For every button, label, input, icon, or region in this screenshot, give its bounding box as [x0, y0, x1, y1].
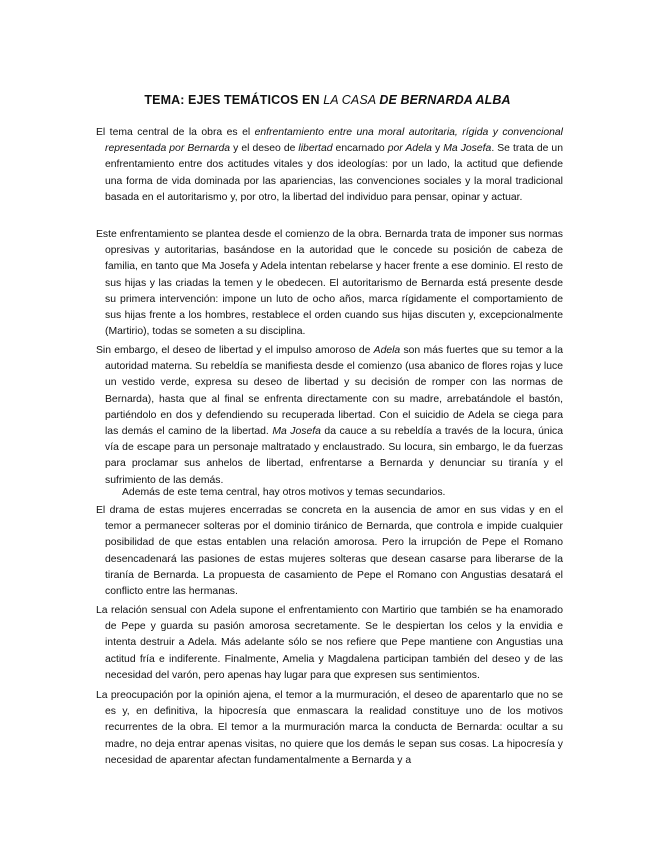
p1-text-a: El tema central de la obra es el	[96, 127, 255, 138]
paragraph-4: Además de este tema central, hay otros motivos y temas secundarios.	[122, 487, 446, 498]
p1-emphasis-h: Ma Josefa	[443, 143, 492, 155]
paragraph-3	[96, 343, 563, 489]
paragraph-2: Este enfrentamiento se plantea desde el comienzo de la obra. Bernarda trata de imponer sus normas opresivas y autoritarias, basándose en la autoridad que le concede su posición de cabeza de familia, en tanto que Ma Josefa y Adela intentan rebelarse y hacer frente a ese dominio. El resto de sus hijas y las criadas la temen y le obedecen. El autoritarismo de Bernarda está presente desde su primera intervención: impone un luto de ocho años, marca rígidamente el comportamiento de sus hijas frente a los hombres, restablece el orden cuando sus hijas discuten y, excepcionalmente (Martirio), todas se someten a su disciplina.	[96, 229, 563, 338]
title-part-3: DE BERNARDA ALBA	[379, 93, 511, 107]
p1-emphasis-f: por Adela	[387, 143, 432, 155]
paragraph-7: La preocupación por la opinión ajena, el temor a la murmuración, el deseo de aparentarlo que no se es y, en definitiva, la hipocresía que enmascara la realidad constituye uno de los motivos recurrentes de la obra. El temor a la murmuración marca la conducta de Bernarda: ocultar a su madre, no deja entrar apenas visitas, no quiere que los demás le sepan sus cosas. La hipocresía y necesidad de aparentar afectan fundamentalmente a Bernarda y a	[96, 690, 563, 766]
p1-text-i: . Se trata de un enfrentamiento entre dos actitudes vitales y dos ideologías: por un lado, la actitud que defiende una forma de vida dominada por las apariencias, las convenciones sociales y la moral tradicional basada en el autoritarismo y, por otro, la libertad del individuo para pensar, opinar y actuar.	[105, 143, 563, 203]
p3-text-e: da cauce a su rebeldía a través de la locura, única vía de escape para un personaje maltratado y enclaustrado. Su locura, sin embargo, le da fuerzas para proclamar sus anhelos de libertad, enfrentarse a Bernarda y denunciar su tiranía y el sufrimiento de las demás.	[105, 426, 563, 486]
p3-text-a: Sin embargo, el deseo de libertad y el impulso amoroso de	[96, 345, 374, 356]
title-part-1: TEMA: EJES TEMÁTICOS EN	[144, 93, 320, 107]
title-part-2: LA CASA	[319, 93, 380, 107]
p1-text-e: encarnado	[332, 143, 388, 155]
paragraph-6: La relación sensual con Adela supone el enfrentamiento con Martirio que también se ha enamorado de Pepe y guarda su pasión amorosa secretamente. Se le despiertan los celos y la envidia e intenta destruir a Adela. Más adelante sólo se nos refiere que Pepe mantiene con Angustias una actitud fría e indiferente. Finalmente, Amelia y Magdalena participan también del deseo y de las necesidad del varón, pero apenas hay lugar para que expresen sus sentimientos.	[96, 605, 563, 681]
p1-emphasis-d: libertad	[298, 143, 333, 155]
p3-text-c: son más fuertes que su temor a la autoridad materna. Su rebeldía se manifiesta desde el comienzo (usa abanico de flores rojas y luce un vestido verde, expresa su deseo de libertad y su decisión de romper con las normas de Bernarda), hasta que al final se enfrenta directamente con su madre, arrebatándole el bastón, partiéndolo en dos y defendiendo su recuperada libertad. Con el suicidio de Adela se ciega para las demás el camino de la libertad.	[105, 345, 564, 438]
p3-emphasis-b: Adela	[373, 345, 401, 356]
p3-emphasis-d: Ma Josefa	[272, 426, 321, 438]
p1-text-c: y el deseo de	[230, 143, 299, 155]
paragraph-1	[96, 125, 563, 206]
document-title	[0, 93, 655, 107]
paragraph-5: El drama de estas mujeres encerradas se concreta en la ausencia de amor en sus vidas y en el temor a permanecer solteras por el dominio tiránico de Bernarda, que controla e impide cualquier posibilidad de que estas entablen una relación amorosa. Pero la irrupción de Pepe el Romano desencadenará las pasiones de estas mujeres solteras que desean casarse para liberarse de la tiranía de Bernarda. La propuesta de casamiento de Pepe el Romano con Angustias desatará el conflicto entre las hermanas.	[96, 505, 563, 598]
p1-text-g: y	[431, 143, 444, 155]
p1-emphasis-b: enfrentamiento entre una moral autoritaria, rígida y convencional representada por Bernarda	[105, 127, 563, 155]
